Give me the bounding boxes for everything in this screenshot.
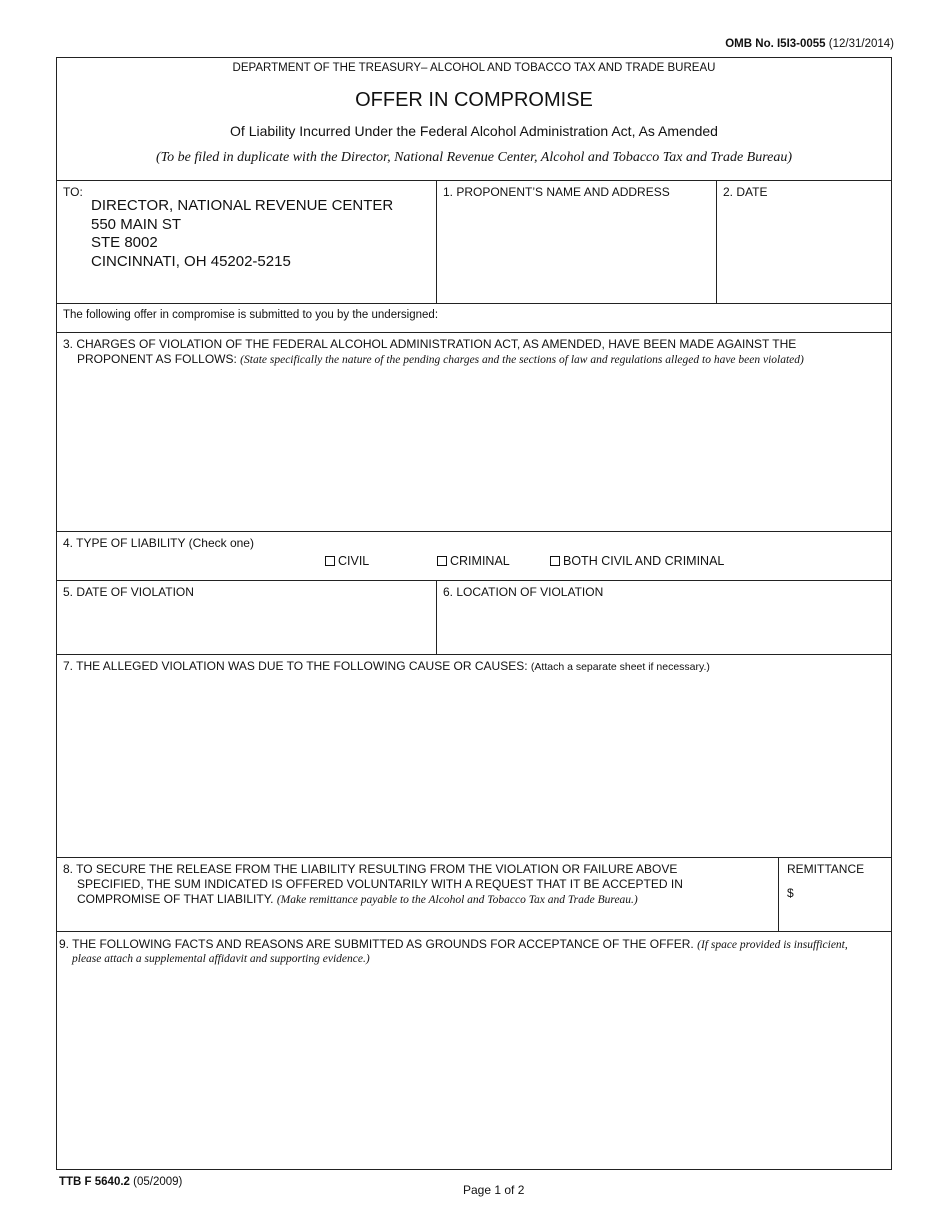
to-address (91, 197, 393, 271)
omb-number (725, 38, 894, 50)
violation-date-label: 5. DATE OF VIOLATION (63, 585, 194, 599)
violation-location-field[interactable] (443, 603, 883, 651)
civil-checkbox[interactable] (325, 556, 335, 566)
omb-number-value: OMB No. I5I3-0055 (725, 38, 826, 50)
form-date: (05/2009) (133, 1176, 183, 1188)
remittance-label: REMITTANCE (787, 862, 865, 876)
violation-location-label: 6. LOCATION OF VIOLATION (443, 585, 604, 599)
proponent-name-address-field[interactable] (443, 203, 713, 298)
causes-label-row (63, 659, 710, 675)
filing-instructions: (To be filed in duplicate with the Director, National Revenue Center, Alcohol and Tobacco Tax and Trade Bureau) (155, 150, 793, 165)
facts-field[interactable] (63, 973, 883, 1163)
form-number (59, 1176, 182, 1188)
facts-note-line2: please attach a supplemental affidavit and supporting evidence.) (72, 953, 370, 965)
department-heading: DEPARTMENT OF THE TREASURY– ALCOHOL AND TOBACCO TAX AND TRADE BUREAU (232, 62, 716, 74)
both-checkbox[interactable] (550, 556, 560, 566)
form-title: OFFER IN COMPROMISE (355, 89, 593, 111)
criminal-checkbox[interactable] (437, 556, 447, 566)
divider (57, 654, 891, 655)
civil-label: CIVIL (338, 554, 370, 568)
divider (57, 931, 891, 932)
to-address-line: CINCINNATI, OH 45202-5215 (91, 252, 291, 270)
facts-label: 9. THE FOLLOWING FACTS AND REASONS ARE SUBMITTED AS GROUNDS FOR ACCEPTANCE OF THE OFFER. (59, 937, 694, 951)
charges-field[interactable] (63, 372, 883, 527)
form-number-value: TTB F 5640.2 (59, 1176, 130, 1188)
divider (57, 531, 891, 532)
secure-release-line2: SPECIFIED, THE SUM INDICATED IS OFFERED VOLUNTARILY WITH A REQUEST THAT IT BE ACCEPTED IN (77, 877, 683, 891)
divider (778, 857, 779, 931)
omb-expiration: (12/31/2014) (828, 38, 894, 50)
causes-note: (Attach a separate sheet if necessary.) (530, 661, 710, 673)
page-number: Page 1 of 2 (463, 1183, 525, 1197)
causes-field[interactable] (63, 678, 883, 853)
criminal-label: CRIMINAL (450, 554, 510, 568)
date-label: 2. DATE (723, 185, 768, 199)
remittance-currency: $ (787, 886, 794, 900)
divider (716, 180, 717, 303)
facts-note-line1: (If space provided is insufficient, (697, 939, 848, 951)
intro-statement: The following offer in compromise is submitted to you by the undersigned: (63, 309, 439, 321)
divider (57, 180, 891, 181)
divider (436, 180, 437, 303)
secure-release-line3 (77, 892, 638, 908)
to-address-line: STE 8002 (91, 234, 158, 251)
to-address-line: 550 MAIN ST (91, 215, 182, 233)
proponent-name-address-label: 1. PROPONENT’S NAME AND ADDRESS (443, 185, 670, 199)
liability-type-label: 4. TYPE OF LIABILITY (Check one) (63, 536, 254, 550)
remittance-amount-field[interactable] (799, 886, 884, 926)
date-field[interactable] (723, 203, 883, 298)
violation-date-field[interactable] (63, 603, 428, 651)
secure-release-text: COMPROMISE OF THAT LIABILITY. (77, 892, 274, 906)
divider (57, 332, 891, 333)
facts-label-row (59, 937, 848, 953)
criminal-option[interactable] (437, 554, 510, 568)
charges-label-line1: 3. CHARGES OF VIOLATION OF THE FEDERAL ALCOHOL ADMINISTRATION ACT, AS AMENDED, HAVE BEEN MADE AGAINST THE (63, 337, 797, 351)
charges-note: (State specifically the nature of the pending charges and the sections of law and regulations alleged to have been violated) (240, 354, 804, 366)
divider (57, 857, 891, 858)
form-subtitle: Of Liability Incurred Under the Federal Alcohol Administration Act, As Amended (230, 123, 718, 139)
charges-label-text: PROPONENT AS FOLLOWS: (77, 352, 237, 366)
both-civil-criminal-option[interactable] (550, 554, 724, 568)
divider (57, 580, 891, 581)
causes-label: 7. THE ALLEGED VIOLATION WAS DUE TO THE FOLLOWING CAUSE OR CAUSES: (63, 659, 528, 673)
divider (57, 303, 891, 304)
divider (436, 580, 437, 654)
secure-release-line1: 8. TO SECURE THE RELEASE FROM THE LIABILITY RESULTING FROM THE VIOLATION OR FAILURE ABOVE (63, 862, 678, 876)
remittance-payable-note: (Make remittance payable to the Alcohol and Tobacco Tax and Trade Bureau.) (276, 894, 638, 906)
civil-option[interactable] (325, 554, 369, 568)
offer-in-compromise-form (56, 57, 892, 1170)
charges-label-line2 (77, 352, 804, 368)
to-address-line: DIRECTOR, NATIONAL REVENUE CENTER (91, 197, 394, 214)
to-label: TO: (63, 185, 83, 199)
both-label: BOTH CIVIL AND CRIMINAL (563, 554, 725, 568)
